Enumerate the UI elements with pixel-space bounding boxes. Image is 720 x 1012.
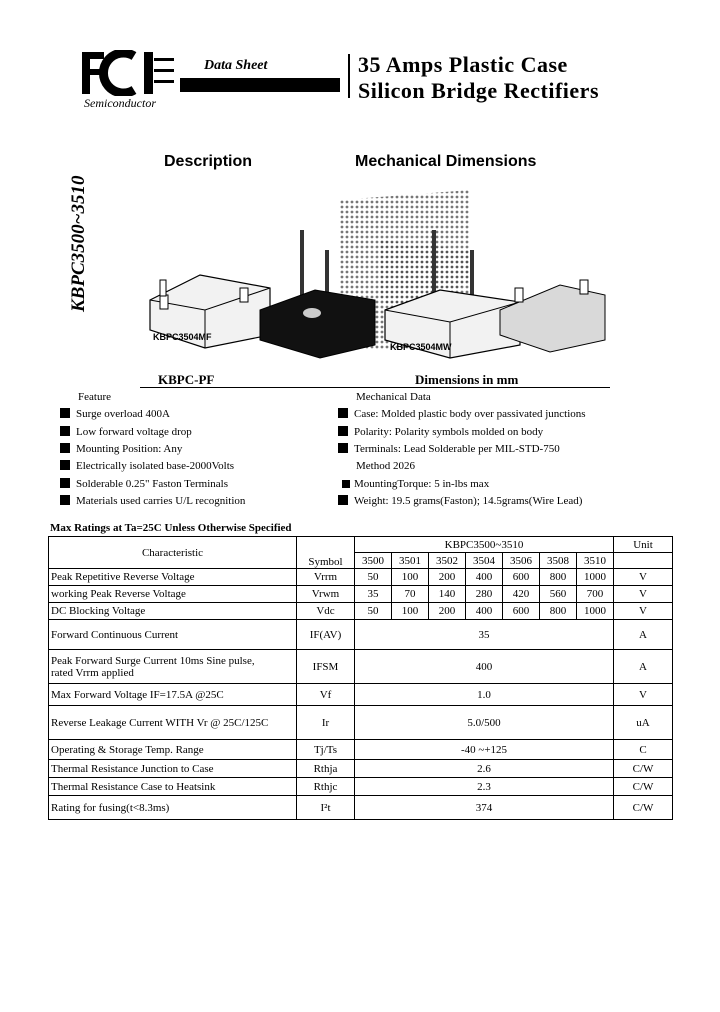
part-number: 3508 (540, 553, 577, 569)
row-label: Rating for fusing(t<8.3ms) (49, 796, 297, 820)
cell-value: 1000 (577, 569, 614, 586)
row-symbol: Rthjc (297, 778, 355, 796)
cell-value: 400 (466, 569, 503, 586)
cell-value: 800 (540, 603, 577, 620)
row-label: Max Forward Voltage IF=17.5A @25C (49, 684, 297, 706)
feature-item: Mounting Position: Any (60, 443, 182, 455)
header-part-group: KBPC3500~3510 (355, 537, 614, 553)
row-unit: C/W (614, 778, 673, 796)
row-symbol: Ir (297, 706, 355, 740)
table-row (49, 740, 673, 760)
table-row (49, 650, 673, 684)
cell-value: 35 (355, 620, 614, 650)
header-characteristic: Characteristic (49, 537, 297, 569)
row-symbol: IF(AV) (297, 620, 355, 650)
table-row (49, 760, 673, 778)
table-row (49, 620, 673, 650)
cell-value: 50 (355, 569, 392, 586)
cell-value: 200 (429, 569, 466, 586)
divider-rule (140, 387, 610, 388)
cell-value: 2.6 (355, 760, 614, 778)
header-bar (180, 78, 340, 92)
image-label-left: KBPC3504MF (153, 332, 212, 342)
cell-value: 70 (392, 586, 429, 603)
row-unit: V (614, 684, 673, 706)
mechanical-item: Terminals: Lead Solderable per MIL-STD-750 (338, 443, 560, 455)
row-symbol: Vrrm (297, 569, 355, 586)
cell-value: 100 (392, 569, 429, 586)
mechanical-item: Weight: 19.5 grams(Faston); 14.5grams(Wire Lead) (338, 495, 582, 507)
header-symbol: Symbol (297, 537, 355, 569)
ratings-title: Max Ratings at Ta=25C Unless Otherwise Specified (50, 522, 292, 534)
cell-value: 374 (355, 796, 614, 820)
row-symbol: I²t (297, 796, 355, 820)
cell-value: 420 (503, 586, 540, 603)
data-sheet-label: Data Sheet (204, 58, 268, 73)
row-symbol: Rthja (297, 760, 355, 778)
part-number: 3502 (429, 553, 466, 569)
cell-value: 140 (429, 586, 466, 603)
row-unit: C/W (614, 760, 673, 778)
row-unit: uA (614, 706, 673, 740)
part-number: 3501 (392, 553, 429, 569)
cell-value: 800 (540, 569, 577, 586)
dimensions-unit-label: Dimensions in mm (415, 372, 519, 387)
cell-value: 400 (466, 603, 503, 620)
row-unit: A (614, 650, 673, 684)
feature-item: Low forward voltage drop (60, 426, 192, 438)
part-range-vertical-label: KBPC3500~3510 (68, 175, 89, 312)
package-type-label: KBPC-PF (158, 372, 215, 387)
row-symbol: Tj/Ts (297, 740, 355, 760)
mechanical-item: Method 2026 (356, 460, 415, 472)
cell-value: 100 (392, 603, 429, 620)
cell-value: 200 (429, 603, 466, 620)
row-unit: V (614, 603, 673, 620)
row-unit: C/W (614, 796, 673, 820)
row-symbol: Vrwm (297, 586, 355, 603)
row-label: Operating & Storage Temp. Range (49, 740, 297, 760)
part-number: 3500 (355, 553, 392, 569)
row-unit: C (614, 740, 673, 760)
header-unit: Unit (614, 537, 673, 553)
feature-item: Electrically isolated base-2000Volts (60, 460, 234, 472)
feature-item: Solderable 0.25" Faston Terminals (60, 478, 228, 490)
unit-blank (614, 553, 673, 569)
table-row (49, 796, 673, 820)
header-divider (348, 54, 350, 98)
product-image (140, 180, 610, 370)
cell-value: 280 (466, 586, 503, 603)
row-symbol: IFSM (297, 650, 355, 684)
row-label: Peak Repetitive Reverse Voltage (49, 569, 297, 586)
description-heading: Description (164, 153, 253, 170)
table-row (49, 706, 673, 740)
fci-logo (82, 50, 174, 96)
cell-value: 1000 (577, 603, 614, 620)
mechanical-dimensions-heading: Mechanical Dimensions (355, 153, 537, 170)
row-label: Thermal Resistance Case to Heatsink (49, 778, 297, 796)
row-unit: V (614, 586, 673, 603)
row-label: Reverse Leakage Current WITH Vr @ 25C/125C (49, 706, 297, 740)
image-label-right: KBPC3504MW (390, 342, 452, 352)
feature-title: Feature (78, 391, 111, 403)
row-label: DC Blocking Voltage (49, 603, 297, 620)
table-row (49, 569, 673, 586)
part-number: 3504 (466, 553, 503, 569)
mechanical-item: Polarity: Polarity symbols molded on body (338, 426, 543, 438)
cell-value: 2.3 (355, 778, 614, 796)
cell-value: 600 (503, 603, 540, 620)
cell-value: -40 ~+125 (355, 740, 614, 760)
title-line-1: 35 Amps Plastic Case (358, 52, 568, 77)
ratings-table (48, 536, 673, 820)
row-unit: V (614, 569, 673, 586)
table-row (49, 603, 673, 620)
cell-value: 5.0/500 (355, 706, 614, 740)
cell-value: 1.0 (355, 684, 614, 706)
part-number: 3506 (503, 553, 540, 569)
row-symbol: Vdc (297, 603, 355, 620)
company-subtitle: Semiconductor (84, 96, 156, 110)
cell-value: 700 (577, 586, 614, 603)
part-number: 3510 (577, 553, 614, 569)
cell-value: 400 (355, 650, 614, 684)
cell-value: 600 (503, 569, 540, 586)
title-line-2: Silicon Bridge Rectifiers (358, 78, 600, 103)
cell-value: 560 (540, 586, 577, 603)
row-label: Thermal Resistance Junction to Case (49, 760, 297, 778)
mechanical-item: MountingTorque: 5 in-lbs max (342, 478, 489, 490)
table-row (49, 586, 673, 603)
cell-value: 50 (355, 603, 392, 620)
row-unit: A (614, 620, 673, 650)
cell-value: 35 (355, 586, 392, 603)
mechanical-data-title: Mechanical Data (356, 391, 431, 403)
row-label: working Peak Reverse Voltage (49, 586, 297, 603)
table-row (49, 684, 673, 706)
row-label: Forward Continuous Current (49, 620, 297, 650)
mechanical-item: Case: Molded plastic body over passivated junctions (338, 408, 586, 420)
table-row (49, 778, 673, 796)
feature-item: Surge overload 400A (60, 408, 170, 420)
table-header-row (49, 537, 673, 553)
row-label: Peak Forward Surge Current 10ms Sine pulse, rated Vrrm applied (49, 650, 297, 684)
row-symbol: Vf (297, 684, 355, 706)
feature-item: Materials used carries U/L recognition (60, 495, 245, 507)
